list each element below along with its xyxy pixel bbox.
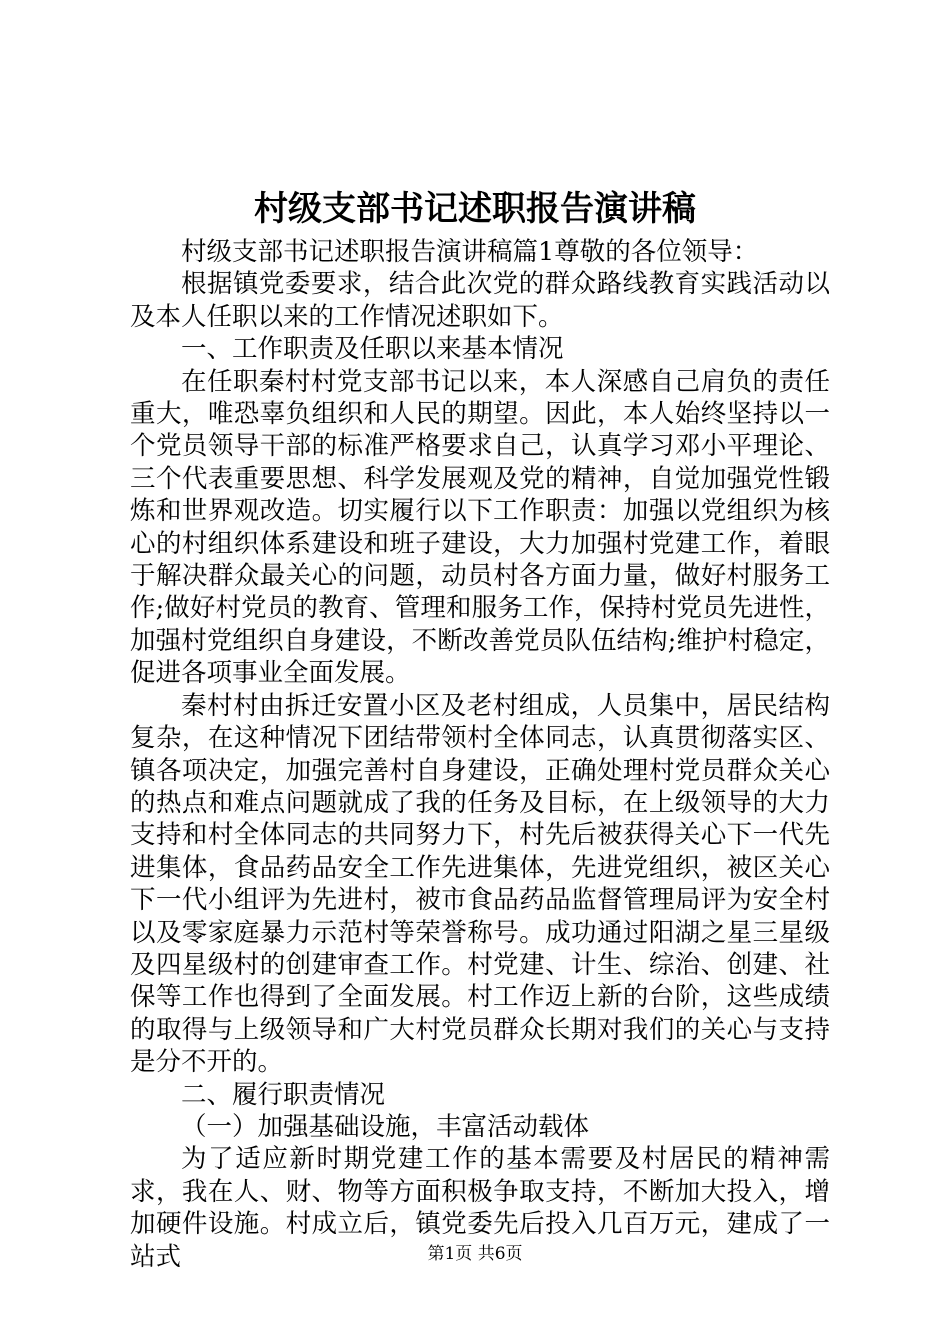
document-body: [130, 236, 830, 1273]
subsection-heading-1: （一）加强基础设施，丰富活动载体: [181, 1111, 590, 1142]
section-heading-2: 二、履行职责情况: [181, 1079, 386, 1110]
section-heading-1: 一、工作职责及任职以来基本情况: [181, 334, 564, 365]
page-footer: 第1页 共6页: [427, 1244, 523, 1264]
paragraph-infrastructure: 为了适应新时期党建工作的基本需要及村居民的精神需求，我在人、财、物等方面积极争取支持，不断加大投入，增加硬件设施。村成立后，镇党委先后投入几百万元，建成了一站式: [130, 1144, 830, 1272]
paragraph-intro: 根据镇党委要求，结合此次党的群众路线教育实践活动以及本人任职以来的工作情况述职如下。: [130, 269, 830, 332]
document-title: 村级支部书记述职报告演讲稿: [254, 189, 696, 229]
paragraph-achievements: 秦村村由拆迁安置小区及老村组成，人员集中，居民结构复杂，在这种情况下团结带领村全体同志，认真贯彻落实区、镇各项决定，加强完善村自身建设，正确处理村党员群众关心的热点和难点问题就成了我的任务及目标，在上级领导的大力支持和村全体同志的共同努力下，村先后被获得关心下一代先进集体，食品药品安全工作先进集体，先进党组织，被区关心下一代小组评为先进村，被市食品药品监督管理局评为安全村以及零家庭暴力示范村等荣誉称号。成功通过阳湖之星三星级及四星级村的创建审查工作。村党建、计生、综治、创建、社保等工作也得到了全面发展。村工作迈上新的台阶，这些成绩的取得与上级领导和广大村党员群众长期对我们的关心与支持是分不开的。: [130, 690, 830, 1078]
paragraph-greeting: 村级支部书记述职报告演讲稿篇1尊敬的各位领导：: [181, 237, 759, 267]
paragraph-duties: 在任职秦村村党支部书记以来，本人深感自己肩负的责任重大，唯恐辜负组织和人民的期望。因此，本人始终坚持以一个党员领导干部的标准严格要求自己，认真学习邓小平理论、三个代表重要思想、科学发展观及党的精神，自觉加强党性锻炼和世界观改造。切实履行以下工作职责：加强以党组织为核心的村组织体系建设和班子建设，大力加强村党建工作，着眼于解决群众最关心的问题，动员村各方面力量，做好村服务工作;做好村党员的教育、管理和服务工作，保持村党员先进性，加强村党组织自身建设，不断改善党员队伍结构;维护村稳定，促进各项事业全面发展。: [130, 366, 830, 689]
